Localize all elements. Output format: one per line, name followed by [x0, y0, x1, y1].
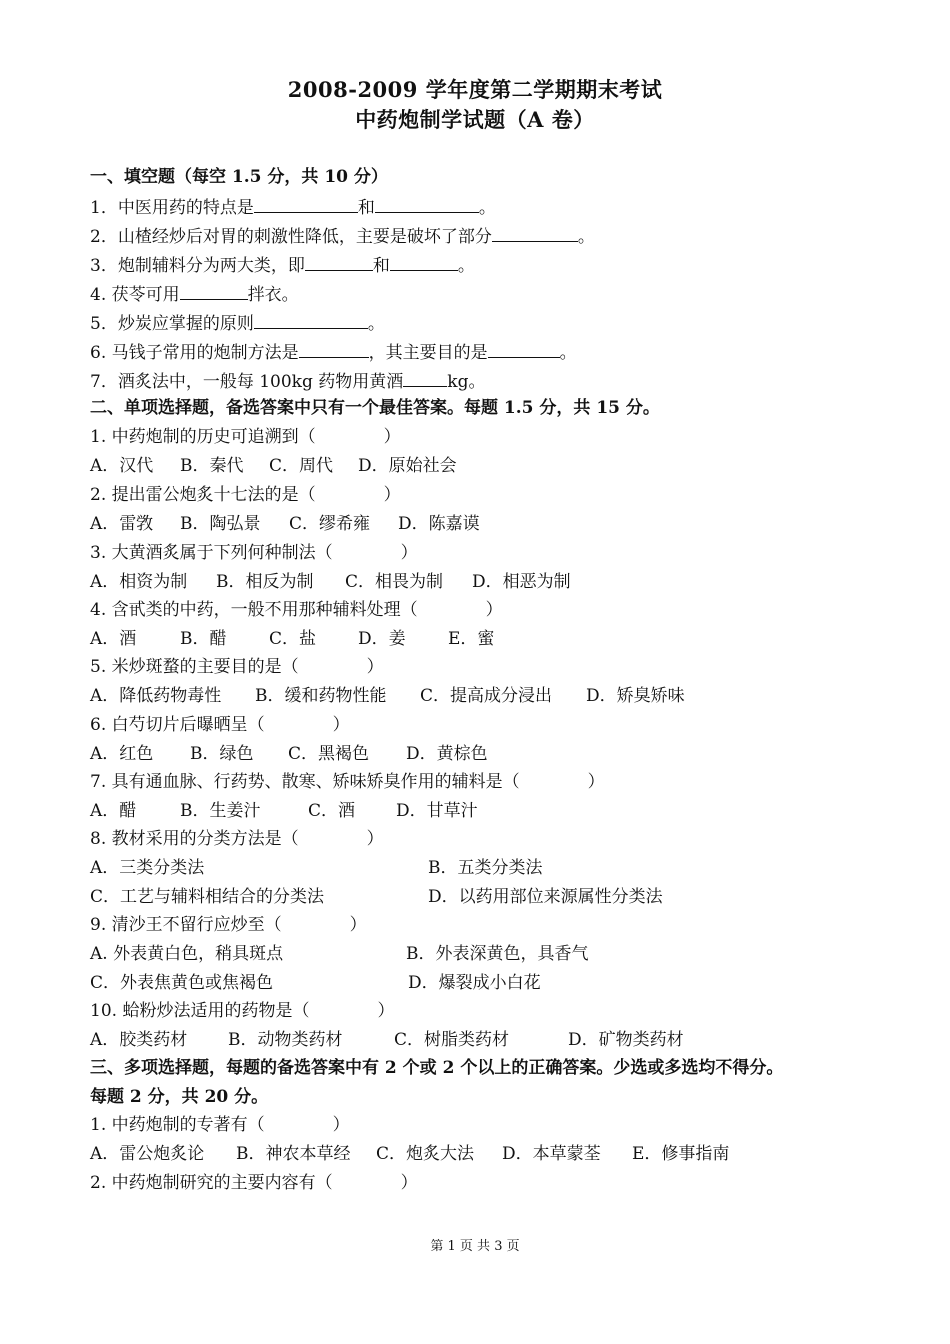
answer-blank	[254, 311, 368, 329]
choice-q4-option-e: E．蜜	[448, 629, 495, 649]
answer-blank	[403, 369, 447, 387]
choice-q10-stem: 10. 蛤粉炒法适用的药物是（ ）	[90, 1001, 395, 1021]
choice-q4-option-d: D．姜	[358, 629, 406, 649]
answer-blank	[488, 340, 560, 358]
fill-q2	[90, 224, 595, 248]
choice-q2-option-d: D．陈嘉谟	[398, 514, 480, 534]
multi-q1-stem: 1. 中药炮制的专著有（ ）	[90, 1115, 350, 1135]
answer-blank	[299, 340, 369, 358]
multi-q1-option-d: D．本草蒙荃	[502, 1144, 601, 1164]
fill-q6-mid: ，其主要目的是	[368, 343, 488, 363]
choice-q1-option-d: D．原始社会	[358, 456, 457, 476]
choice-q6-option-c: C．黑褐色	[288, 744, 370, 764]
answer-blank	[390, 253, 458, 271]
choice-q4-option-a: A．酒	[90, 629, 137, 649]
fill-q1	[90, 195, 496, 219]
choice-q4-stem: 4. 含甙类的中药，一般不用那种辅料处理（ ）	[90, 600, 503, 620]
fill-q7-end: kg。	[447, 372, 486, 392]
fill-q1-mid: 和	[357, 198, 375, 218]
multi-q2-stem: 2. 中药炮制研究的主要内容有（ ）	[90, 1173, 418, 1193]
choice-q8-stem: 8. 教材采用的分类方法是（ ）	[90, 829, 384, 849]
multi-q1-option-c: C．炮炙大法	[376, 1144, 475, 1164]
choice-q6-option-d: D．黄棕色	[406, 744, 488, 764]
choice-q5-option-a: A．降低药物毒性	[90, 686, 222, 706]
choice-q5-option-d: D．矫臭矫味	[586, 686, 685, 706]
exam-title-line2: 中药炮制学试题（A 卷）	[355, 107, 595, 132]
choice-q6-stem: 6. 白芍切片后曝晒呈（ ）	[90, 715, 350, 735]
choice-q9-option-a: A. 外表黄白色，稍具斑点	[90, 944, 284, 964]
choice-q7-stem: 7. 具有通血脉、行药势、散寒、矫味矫臭作用的辅料是（ ）	[90, 772, 605, 792]
choice-q6-option-b: B．绿色	[190, 744, 254, 764]
fill-q2-end: 。	[577, 227, 595, 247]
multi-q1-option-b: B．神农本草经	[236, 1144, 351, 1164]
choice-q4-option-c: C．盐	[269, 629, 317, 649]
section2-heading: 二、单项选择题，备选答案中只有一个最佳答案。每题 1.5 分，共 15 分。	[90, 398, 660, 418]
multi-q1-option-e: E．修事指南	[632, 1144, 730, 1164]
choice-q9-option-d: D．爆裂成小白花	[408, 973, 541, 993]
fill-q6	[90, 340, 577, 364]
fill-q3-text: 3．炮制辅料分为两大类，即	[90, 256, 305, 276]
choice-q5-option-c: C．提高成分浸出	[420, 686, 553, 706]
fill-q3-mid: 和	[372, 256, 390, 276]
fill-q7	[90, 369, 485, 393]
choice-q2-option-c: C．缪希雍	[289, 514, 371, 534]
choice-q3-option-d: D．相恶为制	[472, 572, 571, 592]
fill-q6-text: 6. 马钱子常用的炮制方法是	[90, 343, 299, 363]
answer-blank	[375, 195, 479, 213]
choice-q1-option-c: C．周代	[269, 456, 334, 476]
fill-q5	[90, 311, 385, 335]
page-number-footer: 第 1 页 共 3 页	[430, 1239, 520, 1254]
fill-q6-end: 。	[559, 343, 577, 363]
choice-q6-option-a: A．红色	[90, 744, 154, 764]
fill-q4-end: 拌衣。	[247, 285, 299, 305]
choice-q9-stem: 9. 清沙王不留行应炒至（ ）	[90, 915, 367, 935]
choice-q9-option-c: C．外表焦黄色或焦褐色	[90, 973, 274, 993]
choice-q8-option-c: C．工艺与辅料相结合的分类法	[90, 887, 325, 907]
fill-q5-text: 5．炒炭应掌握的原则	[90, 314, 254, 334]
choice-q2-option-a: A．雷敩	[90, 514, 154, 534]
choice-q7-option-c: C．酒	[308, 801, 356, 821]
choice-q4-option-b: B．醋	[180, 629, 227, 649]
choice-q1-option-a: A．汉代	[90, 456, 154, 476]
section1-heading: 一、填空题（每空 1.5 分，共 10 分）	[90, 167, 388, 187]
section3-heading: 三、多项选择题，每题的备选答案中有 2 个或 2 个以上的正确答案。少选或多选均不得分。	[90, 1058, 784, 1078]
exam-title-line1: 2008-2009 学年度第二学期期末考试	[287, 77, 663, 102]
fill-q1-text: 1．中医用药的特点是	[90, 198, 254, 218]
choice-q3-option-a: A．相资为制	[90, 572, 188, 592]
choice-q5-option-b: B．缓和药物性能	[255, 686, 387, 706]
choice-q10-option-b: B．动物类药材	[228, 1030, 343, 1050]
section3-heading-cont: 每题 2 分，共 20 分。	[90, 1087, 269, 1107]
fill-q3	[90, 253, 475, 277]
multi-q1-option-a: A．雷公炮炙论	[90, 1144, 205, 1164]
answer-blank	[254, 195, 358, 213]
choice-q10-option-a: A．胶类药材	[90, 1030, 188, 1050]
choice-q7-option-a: A．醋	[90, 801, 137, 821]
fill-q2-text: 2．山楂经炒后对胃的刺激性降低，主要是破坏了部分	[90, 227, 492, 247]
choice-q5-stem: 5. 米炒斑蝥的主要目的是（ ）	[90, 657, 384, 677]
choice-q7-option-d: D．甘草汁	[396, 801, 478, 821]
answer-blank	[180, 282, 248, 300]
answer-blank	[492, 224, 578, 242]
fill-q4-text: 4. 茯苓可用	[90, 285, 180, 305]
choice-q8-option-a: A．三类分类法	[90, 858, 205, 878]
choice-q8-option-b: B．五类分类法	[428, 858, 543, 878]
choice-q9-option-b: B．外表深黄色，具香气	[406, 944, 589, 964]
choice-q3-option-c: C．相畏为制	[345, 572, 444, 592]
choice-q1-stem: 1. 中药炮制的历史可追溯到（ ）	[90, 427, 401, 447]
choice-q3-stem: 3. 大黄酒炙属于下列何种制法（ ）	[90, 543, 418, 563]
choice-q10-option-c: C．树脂类药材	[394, 1030, 510, 1050]
choice-q2-option-b: B．陶弘景	[180, 514, 261, 534]
fill-q1-end: 。	[478, 198, 496, 218]
fill-q4	[90, 282, 299, 306]
choice-q1-option-b: B．秦代	[180, 456, 244, 476]
answer-blank	[305, 253, 373, 271]
choice-q7-option-b: B．生姜汁	[180, 801, 261, 821]
fill-q5-end: 。	[367, 314, 385, 334]
fill-q3-end: 。	[457, 256, 475, 276]
choice-q10-option-d: D．矿物类药材	[568, 1030, 684, 1050]
choice-q2-stem: 2. 提出雷公炮炙十七法的是（ ）	[90, 485, 401, 505]
choice-q3-option-b: B．相反为制	[216, 572, 314, 592]
choice-q8-option-d: D．以药用部位来源属性分类法	[428, 887, 663, 907]
fill-q7-text: 7．酒炙法中，一般每 100kg 药物用黄酒	[90, 372, 404, 392]
